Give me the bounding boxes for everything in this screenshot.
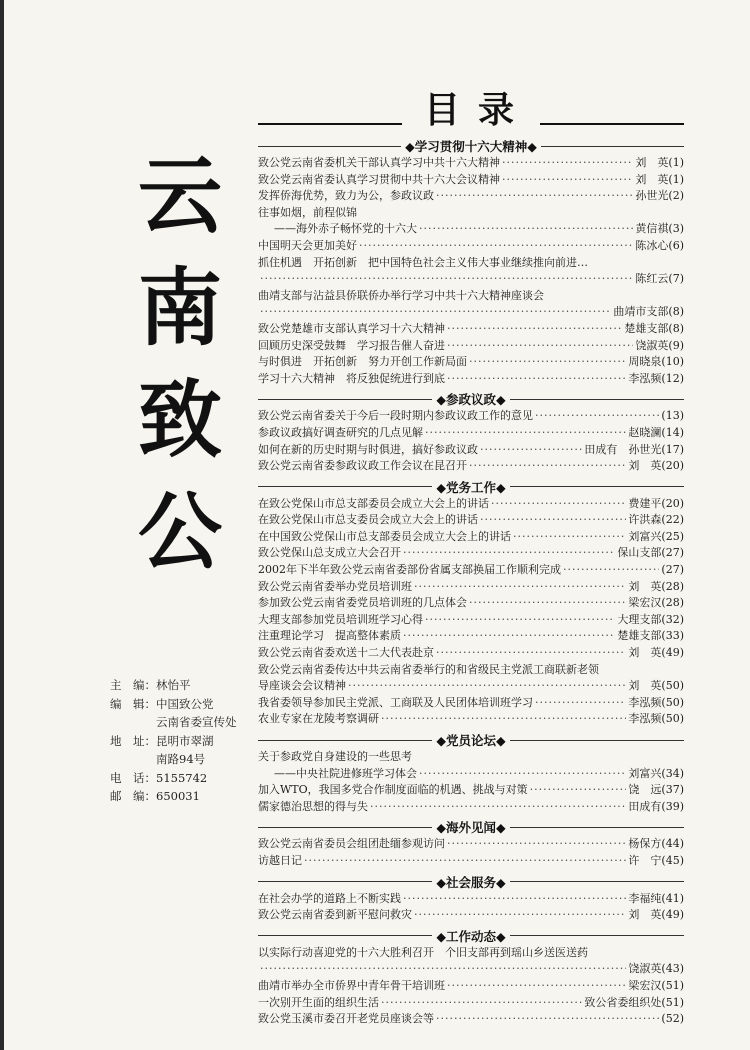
dot-leader xyxy=(502,172,633,189)
colophon-value: 南路94号 xyxy=(156,752,206,766)
magazine-title xyxy=(120,140,240,588)
toc-title-row xyxy=(258,88,684,134)
entry-author: 田成有 xyxy=(628,799,662,813)
toc-entry[interactable] xyxy=(258,321,684,338)
entry-title: 致公党云南省委参政议政工作会议在昆召开 xyxy=(258,459,467,473)
section-label: ◆党员论坛◆ xyxy=(436,733,506,748)
magazine-title-char: 南 xyxy=(137,259,222,357)
dot-leader xyxy=(419,766,626,783)
toc-sections xyxy=(258,137,684,1028)
section-rule xyxy=(541,146,684,147)
section-label: ◆海外见闻◆ xyxy=(436,820,506,836)
dot-leader xyxy=(480,442,582,459)
entry-title: 致公党云南省委欢送十二大代表赴京 xyxy=(258,646,434,660)
colophon-label: 电 话： xyxy=(110,770,156,785)
toc-entry[interactable] xyxy=(258,408,684,425)
entry-title: 在社会办学的道路上不断实践 xyxy=(258,891,401,905)
entry-author: 大理支部 xyxy=(617,612,662,626)
dot-leader xyxy=(348,678,626,695)
entry-author: 楚雄支部 xyxy=(624,321,669,335)
dot-leader xyxy=(381,711,626,728)
toc-entry[interactable] xyxy=(258,1011,684,1028)
toc-entry[interactable] xyxy=(258,458,684,475)
toc-entry[interactable] xyxy=(258,749,684,766)
section-rule xyxy=(510,486,684,487)
entry-author: 陈红云 xyxy=(635,272,669,286)
title-rule xyxy=(540,123,684,125)
entry-author: 周晓泉 xyxy=(628,355,662,369)
dot-leader xyxy=(530,782,627,799)
dot-leader xyxy=(535,695,626,712)
dot-leader xyxy=(403,628,615,645)
dot-leader xyxy=(381,995,582,1012)
entry-author: 曲靖市支部 xyxy=(613,305,669,319)
entry-title: 曲靖支部与沾益县侨联侨办举行学习中共十六大精神座谈会 xyxy=(258,288,544,302)
entry-page: (51) xyxy=(661,978,684,992)
section-rule xyxy=(510,827,684,828)
entry-page: (52) xyxy=(661,1012,684,1026)
entry-page: (22) xyxy=(661,513,684,527)
dot-leader xyxy=(425,425,626,442)
toc-entry[interactable] xyxy=(258,371,684,388)
section-label: ◆党务工作◆ xyxy=(436,479,506,495)
dot-leader xyxy=(469,354,626,371)
dot-leader xyxy=(480,512,626,529)
toc-entry[interactable] xyxy=(258,961,684,978)
dot-leader xyxy=(260,304,611,321)
entry-author: 刘 英 xyxy=(628,459,662,473)
entry-page: (32) xyxy=(661,612,684,626)
section-rule xyxy=(510,935,684,936)
entry-title: 参加致公党云南省委党员培训班的几点体会 xyxy=(258,596,467,610)
entry-page: (12) xyxy=(661,371,684,385)
entry-title: 我省委领导参加民主党派、工商联及人民团体培训班学习 xyxy=(258,695,533,709)
entry-page: (27) xyxy=(661,563,684,577)
entry-title: 致公党云南省委员会组团赴缅参观访问 xyxy=(258,837,445,851)
toc-entry[interactable] xyxy=(258,695,684,712)
entry-author: 许 宁 xyxy=(628,853,662,867)
entry-title: 儒家德治思想的得与失 xyxy=(258,799,368,813)
entry-title: ——海外赤子畅怀党的十六大 xyxy=(274,222,417,236)
toc-entry[interactable] xyxy=(258,562,684,579)
toc-entry[interactable] xyxy=(258,304,684,321)
toc-entry[interactable] xyxy=(258,662,684,679)
entry-page: (25) xyxy=(661,529,684,543)
entry-title: 致公党云南省委传达中共云南省委举行的和省级民主党派工商联新老领 xyxy=(258,662,599,676)
section-label: ◆社会服务◆ xyxy=(436,874,506,890)
dot-leader xyxy=(491,496,626,513)
entry-page: (49) xyxy=(661,908,684,922)
entry-title: 关于参政党自身建设的一些思考 xyxy=(258,750,412,763)
colophon-label: 邮 编： xyxy=(110,789,156,803)
section-heading xyxy=(258,390,684,408)
section-rule xyxy=(258,740,432,741)
magazine-title-char: 致 xyxy=(137,371,222,469)
colophon-postcode xyxy=(110,787,260,806)
entry-title: 致公党云南省委到新平慰问救灾 xyxy=(258,908,412,922)
colophon-value: 5155742 xyxy=(156,770,208,785)
entry-title: 致公党云南省委认真学习贯彻中共十六大会议精神 xyxy=(258,172,500,186)
toc-entry[interactable] xyxy=(258,172,684,189)
toc-entry[interactable] xyxy=(258,512,684,529)
entry-author: 许洪森 xyxy=(628,513,662,527)
colophon-value: 中国致公党 xyxy=(156,696,214,711)
colophon-value: 昆明市翠湖 xyxy=(156,733,214,748)
entry-title: 在致公党保山市总支部委员会成立大会上的讲话 xyxy=(258,496,489,510)
colophon-value: 650031 xyxy=(156,789,200,803)
toc-entry[interactable] xyxy=(258,255,684,272)
entry-page: (39) xyxy=(661,799,684,813)
dot-leader xyxy=(403,891,626,908)
entry-author: 饶淑英 xyxy=(635,338,669,352)
entry-page: (17) xyxy=(661,442,684,456)
dot-leader xyxy=(436,1011,659,1028)
section-rule xyxy=(258,935,432,936)
dot-leader xyxy=(513,529,626,546)
entry-title: ——中央社院进修班学习体会 xyxy=(274,766,417,780)
entry-author: 孙世光 xyxy=(635,189,669,203)
section-rule xyxy=(258,486,432,487)
dot-leader xyxy=(535,408,659,425)
colophon-address xyxy=(110,732,260,751)
toc-entry[interactable] xyxy=(258,354,684,371)
entry-page: (3) xyxy=(668,222,684,236)
entry-page: (37) xyxy=(661,783,684,797)
section-heading xyxy=(258,927,684,945)
entry-title: 致公党云南省委举办党员培训班 xyxy=(258,579,412,593)
section-rule xyxy=(258,399,432,400)
dot-leader xyxy=(304,853,626,870)
entry-title: 导座谈会会议精神 xyxy=(258,679,346,693)
toc-entry[interactable] xyxy=(258,442,684,459)
entry-title: 回顾历史深受鼓舞 学习报告催人奋进 xyxy=(258,338,445,352)
entry-page: (45) xyxy=(661,853,684,867)
section-heading xyxy=(258,478,684,496)
entry-author: 刘富兴 xyxy=(628,529,662,543)
dot-leader xyxy=(469,595,626,612)
section-rule xyxy=(510,881,684,882)
entry-page: (2) xyxy=(668,189,684,203)
entry-title: 致公党楚雄市支部认真学习十六大精神 xyxy=(258,321,445,335)
dot-leader xyxy=(260,271,633,288)
toc-entry[interactable] xyxy=(258,545,684,562)
section-heading xyxy=(258,731,684,749)
entry-title: 一次别开生面的组织生活 xyxy=(258,995,379,1009)
toc-entry[interactable] xyxy=(258,907,684,924)
section-rule xyxy=(258,827,432,828)
toc-entry[interactable] xyxy=(258,945,684,962)
entry-page: (50) xyxy=(661,679,684,693)
title-rule xyxy=(258,123,402,125)
section-heading xyxy=(258,873,684,891)
entry-author: 李泓频 xyxy=(628,712,662,726)
entry-page: (6) xyxy=(668,238,684,252)
colophon-value: 林怡平 xyxy=(156,678,191,692)
dot-leader xyxy=(469,458,626,475)
entry-title: 中国明天会更加美好 xyxy=(258,238,357,252)
toc-entry[interactable] xyxy=(258,836,684,853)
dot-leader xyxy=(436,188,633,205)
section-rule xyxy=(510,740,684,741)
entry-page: (7) xyxy=(668,272,684,286)
entry-title: 致公党云南省委关于今后一段时期内参政议政工作的意见 xyxy=(258,409,533,423)
entry-author: 饶淑英 xyxy=(628,962,662,976)
dot-leader xyxy=(447,338,633,355)
entry-page: (51) xyxy=(661,995,684,1009)
entry-author: 费建平 xyxy=(628,496,662,510)
entry-page: (50) xyxy=(661,695,684,709)
toc-entry[interactable] xyxy=(258,155,684,172)
entry-page: (43) xyxy=(661,962,684,976)
colophon-editorial xyxy=(110,695,260,714)
toc-entry[interactable] xyxy=(258,799,684,816)
entry-title: 注重理论学习 提高整体素质 xyxy=(258,629,401,643)
dot-leader xyxy=(425,612,615,629)
dot-leader xyxy=(436,645,626,662)
entry-title: 曲靖市举办全市侨界中青年骨干培训班 xyxy=(258,978,445,992)
section-label: ◆学习贯彻十六大精神◆ xyxy=(405,139,537,154)
toc-entry[interactable] xyxy=(258,711,684,728)
colophon-value: 云南省委宣传处 xyxy=(156,715,237,729)
dot-leader xyxy=(359,238,633,255)
toc-entry[interactable] xyxy=(258,579,684,596)
section-label: ◆工作动态◆ xyxy=(436,928,506,944)
entry-page: (9) xyxy=(668,338,684,352)
entry-author: 赵晓澜 xyxy=(628,425,662,439)
toc-entry[interactable] xyxy=(258,238,684,255)
dot-leader xyxy=(563,562,659,579)
dot-leader xyxy=(502,155,633,172)
toc-entry[interactable] xyxy=(258,496,684,513)
entry-title: 以实际行动喜迎党的十六大胜利召开 个旧支部再到瑶山乡送医送药 xyxy=(258,945,588,959)
entry-author: 李泓频 xyxy=(628,371,662,385)
toc-entry[interactable] xyxy=(258,853,684,870)
entry-author: 黄信祺 xyxy=(635,222,669,236)
entry-page: (14) xyxy=(661,425,684,439)
entry-title: 加入WTO，我国多党合作制度面临的机遇、挑战与对策 xyxy=(258,783,528,797)
toc-entry[interactable] xyxy=(258,529,684,546)
entry-title: 如何在新的历史时期与时俱进，搞好参政议政 xyxy=(258,442,478,456)
toc-entry[interactable] xyxy=(258,338,684,355)
entry-page: (13) xyxy=(661,409,684,423)
dot-leader xyxy=(447,978,626,995)
section-heading xyxy=(258,137,684,155)
section-rule xyxy=(510,399,684,400)
colophon-editor xyxy=(110,676,260,695)
entry-title: 致公党保山总支成立大会召开 xyxy=(258,546,401,560)
table-of-contents xyxy=(258,88,684,1028)
entry-author: 梁宏汉 xyxy=(628,978,662,992)
entry-author: 刘 英 xyxy=(628,579,662,593)
entry-page: (28) xyxy=(661,579,684,593)
entry-author: 刘 英 xyxy=(635,172,669,186)
toc-entry[interactable] xyxy=(258,995,684,1012)
entry-author: 李泓频 xyxy=(628,695,662,709)
entry-title: 访越日记 xyxy=(258,853,302,867)
section-rule xyxy=(258,146,401,147)
scan-edge xyxy=(0,0,4,1050)
entry-page: (49) xyxy=(661,646,684,660)
entry-title: 参政议政搞好调查研究的几点见解 xyxy=(258,425,423,439)
entry-page: (33) xyxy=(661,629,684,643)
toc-entry[interactable] xyxy=(258,782,684,799)
entry-page: (34) xyxy=(661,766,684,780)
dot-leader xyxy=(370,799,626,816)
toc-entry[interactable] xyxy=(258,628,684,645)
toc-entry[interactable] xyxy=(258,595,684,612)
entry-title: 发挥侨海优势，致力为公，参政议政 xyxy=(258,189,434,203)
entry-page: (1) xyxy=(668,172,684,186)
colophon-phone xyxy=(110,769,260,788)
toc-entry[interactable] xyxy=(258,188,684,205)
toc-entry[interactable] xyxy=(258,288,684,305)
dot-leader xyxy=(414,579,626,596)
toc-entry[interactable] xyxy=(258,612,684,629)
entry-page: (20) xyxy=(661,496,684,510)
dot-leader xyxy=(260,961,626,978)
entry-author: 陈冰心 xyxy=(635,238,669,252)
section-rule xyxy=(258,881,432,882)
entry-title: 致公党云南省委机关干部认真学习中共十六大精神 xyxy=(258,156,500,169)
colophon xyxy=(110,676,260,806)
section-heading xyxy=(258,818,684,836)
dot-leader xyxy=(447,371,626,388)
entry-title: 致公党玉溪市委召开老党员座谈会等 xyxy=(258,1012,434,1026)
toc-entry[interactable] xyxy=(258,978,684,995)
entry-author: 致公省委组织处 xyxy=(584,995,662,1009)
toc-entry[interactable] xyxy=(258,678,684,695)
toc-entry[interactable] xyxy=(258,766,684,783)
entry-page: (27) xyxy=(661,546,684,560)
entry-title: 抓住机遇 开拓创新 把中国特色社会主义伟大事业继续推向前进… xyxy=(258,255,588,269)
entry-page: (8) xyxy=(668,305,684,319)
entry-author: 刘富兴 xyxy=(628,766,662,780)
dot-leader xyxy=(419,221,633,238)
entry-author: 刘 英 xyxy=(628,908,662,922)
toc-entry[interactable] xyxy=(258,891,684,908)
toc-title: 目录 xyxy=(424,90,533,131)
entry-author: 梁宏汉 xyxy=(628,596,662,610)
dot-leader xyxy=(403,545,615,562)
toc-entry[interactable] xyxy=(258,425,684,442)
entry-page: (28) xyxy=(661,596,684,610)
entry-author: 刘 英 xyxy=(628,679,662,693)
entry-page: (50) xyxy=(661,712,684,726)
entry-author: 保山支部 xyxy=(617,546,662,560)
toc-entry[interactable] xyxy=(258,645,684,662)
colophon-label: 地 址： xyxy=(110,733,156,748)
entry-page: (44) xyxy=(661,837,684,851)
entry-author: 田成有 孙世光 xyxy=(584,442,662,456)
dot-leader xyxy=(447,836,626,853)
dot-leader xyxy=(414,907,626,924)
entry-author: 饶 远 xyxy=(628,783,662,797)
entry-page: (1) xyxy=(668,156,684,169)
magazine-title-char: 公 xyxy=(137,483,222,581)
entry-author: 楚雄支部 xyxy=(617,629,662,643)
toc-entry[interactable] xyxy=(258,221,684,238)
entry-title: 往事如烟，前程似锦 xyxy=(258,205,357,219)
entry-title: 农业专家在龙陵考察调研 xyxy=(258,712,379,726)
entry-title: 与时俱进 开拓创新 努力开创工作新局面 xyxy=(258,355,467,369)
magazine-title-char: 云 xyxy=(137,147,222,245)
entry-author: 刘 英 xyxy=(628,646,662,660)
entry-title: 大理支部参加党员培训班学习心得 xyxy=(258,612,423,626)
toc-entry[interactable] xyxy=(258,205,684,222)
entry-title: 在中国致公党保山市总支部委员会成立大会上的讲话 xyxy=(258,529,511,543)
entry-author: 李福纯 xyxy=(628,891,662,905)
colophon-label: 编 辑： xyxy=(110,696,156,711)
entry-page: (20) xyxy=(661,459,684,473)
colophon-label: 主 编： xyxy=(110,678,156,692)
entry-author: 杨保方 xyxy=(628,837,662,851)
dot-leader xyxy=(447,321,622,338)
entry-page: (41) xyxy=(661,891,684,905)
entry-title: 2002年下半年致公党云南省委部份省属支部换届工作顺利完成 xyxy=(258,563,561,577)
entry-title: 在致公党保山市总支委员会成立大会上的讲话 xyxy=(258,513,478,527)
entry-title: 学习十六大精神 将反独促统进行到底 xyxy=(258,371,445,385)
entry-page: (10) xyxy=(661,355,684,369)
entry-page: (8) xyxy=(668,321,684,335)
entry-author: 刘 英 xyxy=(635,156,669,169)
toc-entry[interactable] xyxy=(258,271,684,288)
section-label: ◆参政议政◆ xyxy=(436,392,506,408)
